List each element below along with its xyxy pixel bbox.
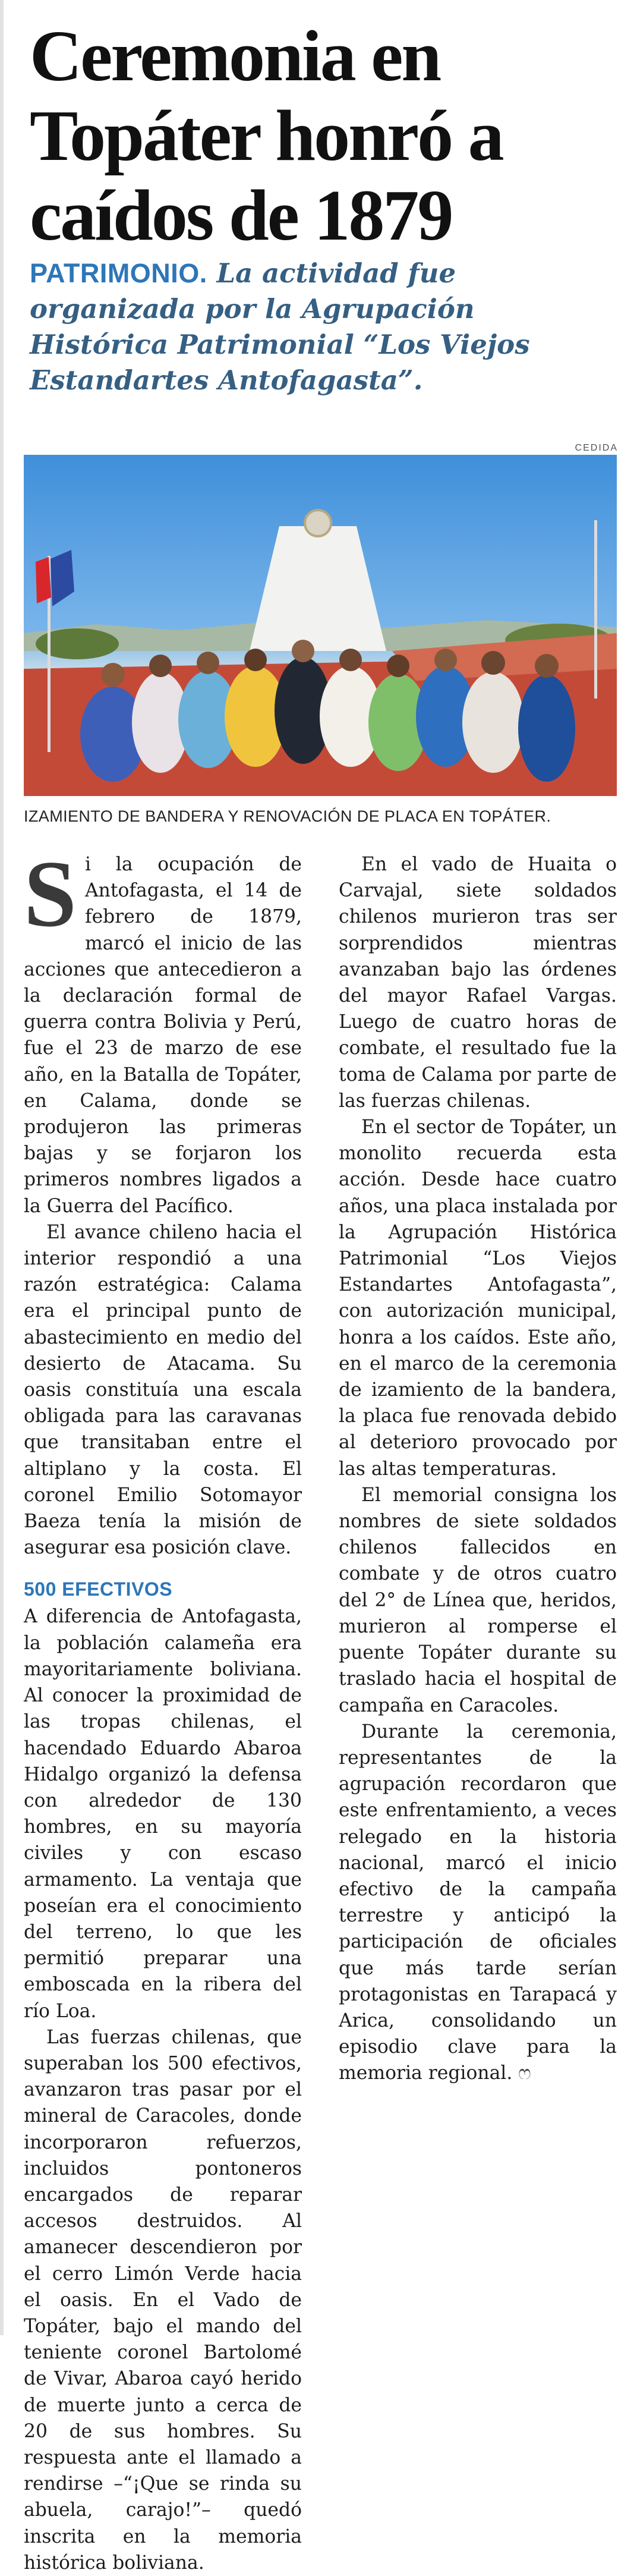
- headline-line-1: Ceremonia en: [30, 16, 440, 96]
- monolith-shape: [250, 526, 386, 651]
- headline: [30, 17, 618, 256]
- article-column-right: [339, 851, 617, 2087]
- article-paragraph: Las fuerzas chilenas, que superaban los 500 efectivos, avanzaron tras pasar por el mineral de Caracoles, donde incorporaron refuerzos, incluidos pontoneros encargados de reparar accesos destruidos. Al amanecer descendieron por el cerro Limón Verde hacia el oasis. En el Vado de Topáter, bajo el mando del teniente coronel Bartolomé de Vivar, Abaroa cayó herido de muerte junto a cerca de 20 de sus hombres. Su respuesta ante el llamado a rendirse –“¡Que se rinda su abuela, carajo!”– quedó inscrita en la memoria histórica boliviana.: [24, 2026, 302, 2574]
- photo-credit: CEDIDA: [575, 443, 618, 453]
- flagpole: [594, 520, 597, 699]
- headline-line-3: caídos de 1879: [30, 175, 452, 256]
- deck-kicker: PATRIMONIO.: [30, 258, 207, 288]
- article-paragraph: [339, 1719, 617, 2087]
- article-paragraph: En el vado de Huaita o Carvajal, siete soldados chilenos murieron tras ser sorprendidos mientras avanzaban bajo las órdenes del mayor Rafael Vargas. Luego de cuatro horas de combate, el resultado fue la toma de Calama por parte de las fuerzas chilenas.: [339, 854, 617, 1112]
- article-paragraph: A diferencia de Antofagasta, la población calameña era mayoritariamente boliviana. Al conocer la proximidad de las tropas chilenas, el hacendado Eduardo Abaroa Hidalgo organizó la defensa con alrededor de 130 hombres, en su mayoría civiles y con escaso armamento. La ventaja que poseían era el conocimiento del terreno, lo que les permitió preparar una emboscada en la ribera del río Loa.: [24, 1606, 302, 2022]
- headline-line-2: Topáter honró a: [30, 96, 503, 176]
- deck: [30, 256, 618, 398]
- left-margin-rule: [0, 0, 4, 2335]
- deck-text: La actividad fue organizada por la Agrupación Histórica Patrimonial “Los Viejos Estandartes Antofagasta”.: [30, 257, 530, 396]
- article-paragraph: [24, 841, 302, 1219]
- photo-caption: IZAMIENTO DE BANDERA Y RENOVACIÓN DE PLACA EN TOPÁTER.: [24, 807, 551, 825]
- paragraph-text: Durante la ceremonia, representantes de la agrupación recordaron que este enfrentamiento, a veces relegado en la historia nacional, marcó el inicio efectivo de la campaña terrestre y anticipó la participación de oficiales que más tarde serían protagonistas en Tarapacá y Arica, consolidando un episodio clave para la memoria regional.: [339, 1721, 617, 2084]
- ceremony-illustration: [24, 455, 617, 796]
- section-subhead: 500 EFECTIVOS: [24, 1578, 173, 1600]
- monument-emblem: [305, 510, 331, 536]
- article-paragraph: El memorial consigna los nombres de siete soldados chilenos fallecidos en combate y de otros cuatro del 2° de Línea que, heridos, murieron al romperse el puente Topáter durante su traslado hacia el hospital de campaña en Caracoles.: [339, 1484, 617, 1716]
- flag-shape: [36, 557, 51, 603]
- flag-shape: [51, 550, 74, 606]
- article-paragraph: En el sector de Topáter, un monolito recuerda esta acción. Desde hace cuatro años, una placa instalada por la Agrupación Histórica Patrimonial “Los Viejos Estandartes Antofagasta”, con autorización municipal, honra a los caídos. Este año, en el marco de la ceremonia de izamiento de la bandera, la placa fue renovada debido al deterioro provocado por las altas temperaturas.: [339, 1116, 617, 1480]
- article-paragraph: El avance chileno hacia el interior respondió a una razón estratégica: Calama era el principal punto de abastecimiento en medio del desierto de Atacama. Su oasis constituía una escala obligada para las caravanas que transitaban entre el altiplano y la costa. El coronel Emilio Sotomayor Baeza tenía la misión de asegurar esa posición clave.: [24, 1221, 302, 1559]
- ceremony-photo: [24, 455, 617, 796]
- paragraph-text: i la ocupación de Antofagasta, el 14 de febrero de 1879, marcó el inicio de las acciones que antecedieron a la declaración formal de guerra contra Bolivia y Perú, fue el 23 de marzo de ese año, en la Batalla de Topáter, en Calama, donde se produjeron las primeras bajas y se forjaron los primeros nombres ligados a la Guerra del Pacífico.: [24, 854, 302, 1217]
- article-column-left: [24, 841, 302, 2576]
- end-mark-icon: ෆ: [518, 2062, 531, 2084]
- drop-cap: S: [24, 841, 77, 946]
